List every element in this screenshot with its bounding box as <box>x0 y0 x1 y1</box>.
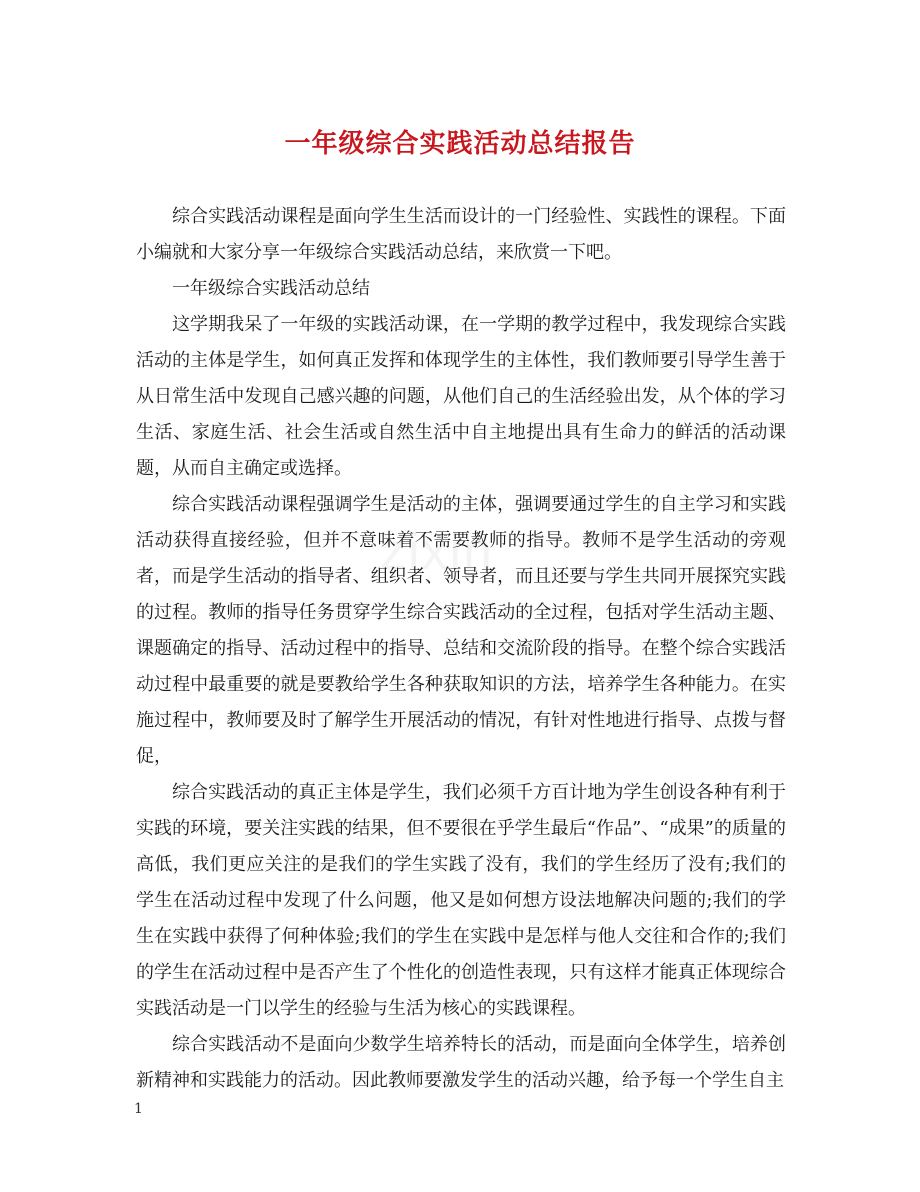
paragraph-4: 综合实践活动不是面向少数学生培养特长的活动，而是面向全体学生，培养创新精神和实践能力的活动。因此教师要激发学生的活动兴趣，给予每一个学生自主 <box>136 1034 786 1091</box>
page-number: 1 <box>134 1101 143 1117</box>
document-body <box>136 199 786 1099</box>
paragraph-heading: 一年级综合实践活动总结 <box>172 278 370 299</box>
paragraph-2: 综合实践活动课程强调学生是活动的主体，强调要通过学生的自主学习和实践活动获得直接经验，但并不意味着不需要教师的指导。教师不是学生活动的旁观者，而是学生活动的指导者、组织者、领导者，而且还要与学生共同开展探究实践的过程。教师的指导任务贯穿学生综合实践活动的全过程，包括对学生活动主题、课题确定的指导、活动过程中的指导、总结和交流阶段的指导。在整个综合实践活动过程中最重要的就是要教给学生各种获取知识的方法，培养学生各种能力。在实施过程中，教师要及时了解学生开展活动的情况，有针对性地进行指导、点拨与督促， <box>136 494 786 767</box>
paragraph-1: 这学期我呆了一年级的实践活动课，在一学期的教学过程中，我发现综合实践活动的主体是学生，如何真正发挥和体现学生的主体性，我们教师要引导学生善于从日常生活中发现自己感兴趣的问题，从他们自己的生活经验出发，从个体的学习生活、家庭生活、社会生活或自然生活中自主地提出具有生命力的鲜活的活动课题，从而自主确定或选择。 <box>136 314 786 479</box>
paragraph-3: 综合实践活动的真正主体是学生，我们必须千方百计地为学生创设各种有利于实践的环境，要关注实践的结果，但不要很在乎学生最后“作品”、“成果”的质量的高低，我们更应关注的是我们的学生实践了没有，我们的学生经历了没有;我们的学生在活动过程中发现了什么问题，他又是如何想方设法地解决问题的;我们的学生在实践中获得了何种体验;我们的学生在实践中是怎样与他人交往和合作的;我们的学生在活动过程中是否产生了个性化的创造性表现，只有这样才能真正体现综合实践活动是一门以学生的经验与生活为核心的实践课程。 <box>136 782 786 1019</box>
paragraph-intro: 综合实践活动课程是面向学生生活而设计的一门经验性、实践性的课程。下面小编就和大家分享一年级综合实践活动总结，来欣赏一下吧。 <box>136 206 786 263</box>
document-title: 一年级综合实践活动总结报告 <box>284 129 636 159</box>
